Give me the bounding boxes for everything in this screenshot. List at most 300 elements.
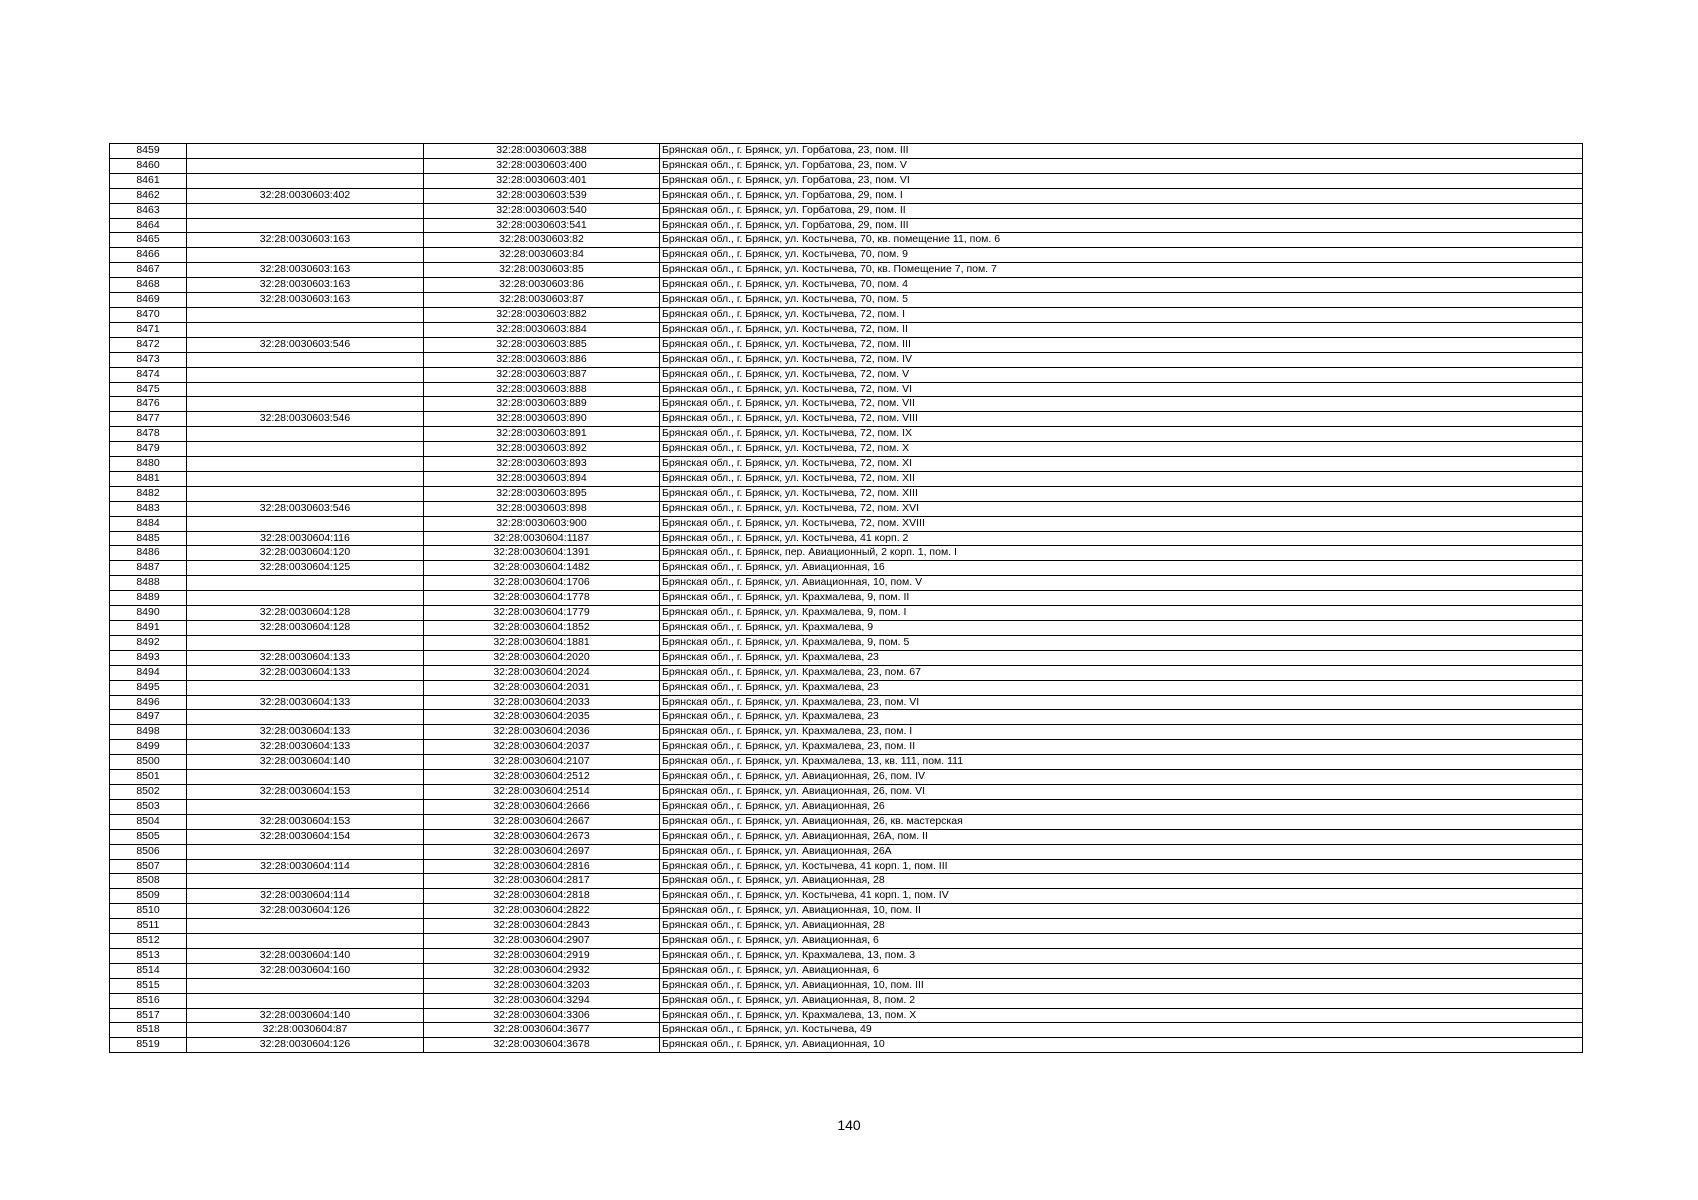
cadastral-number-cell: 32:28:0030604:1881 [424, 635, 660, 650]
cadastral-number-cell: 32:28:0030603:540 [424, 203, 660, 218]
parent-cadastral-number-cell: 32:28:0030603:163 [187, 233, 424, 248]
parent-cadastral-number-cell: 32:28:0030603:163 [187, 293, 424, 308]
table-row [110, 188, 1583, 203]
address-cell: Брянская обл., г. Брянск, ул. Авиационная, 28 [660, 919, 1583, 934]
parent-cadastral-number-cell: 32:28:0030604:160 [187, 963, 424, 978]
parent-cadastral-number-cell [187, 307, 424, 322]
address-cell: Брянская обл., г. Брянск, ул. Костычева, 41 корп. 1, пом. IV [660, 889, 1583, 904]
parent-cadastral-number-cell [187, 635, 424, 650]
address-cell: Брянская обл., г. Брянск, ул. Авиационная, 6 [660, 934, 1583, 949]
address-cell: Брянская обл., г. Брянск, ул. Крахмалева, 13, кв. 111, пом. 111 [660, 755, 1583, 770]
row-number-cell: 8492 [110, 635, 187, 650]
cadastral-number-cell: 32:28:0030604:2514 [424, 784, 660, 799]
table-row [110, 904, 1583, 919]
table-row [110, 397, 1583, 412]
row-number-cell: 8511 [110, 919, 187, 934]
row-number-cell: 8475 [110, 382, 187, 397]
table-row [110, 412, 1583, 427]
parent-cadastral-number-cell: 32:28:0030604:126 [187, 1038, 424, 1053]
table-row [110, 606, 1583, 621]
parent-cadastral-number-cell: 32:28:0030603:163 [187, 263, 424, 278]
address-cell: Брянская обл., г. Брянск, ул. Авиационная, 26, пом. VI [660, 784, 1583, 799]
parent-cadastral-number-cell: 32:28:0030604:125 [187, 561, 424, 576]
parent-cadastral-number-cell: 32:28:0030604:128 [187, 621, 424, 636]
table-row [110, 442, 1583, 457]
parent-cadastral-number-cell: 32:28:0030604:116 [187, 531, 424, 546]
cadastral-number-cell: 32:28:0030603:886 [424, 352, 660, 367]
row-number-cell: 8514 [110, 963, 187, 978]
parent-cadastral-number-cell [187, 516, 424, 531]
cadastral-number-cell: 32:28:0030604:1778 [424, 591, 660, 606]
address-cell: Брянская обл., г. Брянск, ул. Горбатова, 29, пом. III [660, 218, 1583, 233]
cadastral-number-cell: 32:28:0030603:87 [424, 293, 660, 308]
cadastral-number-cell: 32:28:0030604:2817 [424, 874, 660, 889]
row-number-cell: 8466 [110, 248, 187, 263]
table-row [110, 665, 1583, 680]
table-row [110, 382, 1583, 397]
table-row [110, 203, 1583, 218]
address-cell: Брянская обл., г. Брянск, ул. Костычева, 72, пом. V [660, 367, 1583, 382]
cadastral-number-cell: 32:28:0030603:85 [424, 263, 660, 278]
table-row [110, 725, 1583, 740]
cadastral-number-cell: 32:28:0030603:82 [424, 233, 660, 248]
row-number-cell: 8494 [110, 665, 187, 680]
table-row [110, 427, 1583, 442]
table-row [110, 621, 1583, 636]
address-cell: Брянская обл., г. Брянск, ул. Костычева, 72, пом. IX [660, 427, 1583, 442]
address-cell: Брянская обл., г. Брянск, ул. Крахмалева, 9, пом. II [660, 591, 1583, 606]
row-number-cell: 8464 [110, 218, 187, 233]
row-number-cell: 8502 [110, 784, 187, 799]
address-cell: Брянская обл., г. Брянск, ул. Костычева, 70, пом. 4 [660, 278, 1583, 293]
cadastral-number-cell: 32:28:0030603:885 [424, 337, 660, 352]
parent-cadastral-number-cell [187, 158, 424, 173]
address-cell: Брянская обл., г. Брянск, ул. Крахмалева, 23, пом. I [660, 725, 1583, 740]
row-number-cell: 8467 [110, 263, 187, 278]
table-row [110, 173, 1583, 188]
table-row [110, 695, 1583, 710]
cadastral-number-cell: 32:28:0030604:1187 [424, 531, 660, 546]
cadastral-number-cell: 32:28:0030604:1391 [424, 546, 660, 561]
cadastral-number-cell: 32:28:0030604:2822 [424, 904, 660, 919]
table-row [110, 158, 1583, 173]
parent-cadastral-number-cell: 32:28:0030604:128 [187, 606, 424, 621]
row-number-cell: 8470 [110, 307, 187, 322]
table-row [110, 844, 1583, 859]
address-cell: Брянская обл., г. Брянск, ул. Крахмалева, 13, пом. X [660, 1008, 1583, 1023]
address-cell: Брянская обл., г. Брянск, ул. Костычева, 72, пом. VI [660, 382, 1583, 397]
row-number-cell: 8498 [110, 725, 187, 740]
table-row [110, 457, 1583, 472]
parent-cadastral-number-cell [187, 591, 424, 606]
cadastral-number-cell: 32:28:0030604:1852 [424, 621, 660, 636]
row-number-cell: 8491 [110, 621, 187, 636]
address-cell: Брянская обл., г. Брянск, ул. Костычева, 72, пом. VII [660, 397, 1583, 412]
address-cell: Брянская обл., г. Брянск, ул. Костычева, 72, пом. VIII [660, 412, 1583, 427]
address-cell: Брянская обл., г. Брянск, ул. Горбатова, 29, пом. I [660, 188, 1583, 203]
table-row [110, 546, 1583, 561]
row-number-cell: 8474 [110, 367, 187, 382]
parent-cadastral-number-cell: 32:28:0030604:87 [187, 1023, 424, 1038]
row-number-cell: 8484 [110, 516, 187, 531]
parent-cadastral-number-cell [187, 397, 424, 412]
table-row [110, 337, 1583, 352]
row-number-cell: 8478 [110, 427, 187, 442]
table-row [110, 814, 1583, 829]
parent-cadastral-number-cell [187, 576, 424, 591]
cadastral-number-cell: 32:28:0030604:2666 [424, 799, 660, 814]
table-row [110, 934, 1583, 949]
address-cell: Брянская обл., г. Брянск, ул. Крахмалева, 9, пом. I [660, 606, 1583, 621]
address-cell: Брянская обл., г. Брянск, ул. Костычева, 72, пом. III [660, 337, 1583, 352]
row-number-cell: 8471 [110, 322, 187, 337]
address-cell: Брянская обл., г. Брянск, ул. Костычева, 70, пом. 5 [660, 293, 1583, 308]
row-number-cell: 8518 [110, 1023, 187, 1038]
cadastral-number-cell: 32:28:0030604:2020 [424, 650, 660, 665]
row-number-cell: 8461 [110, 173, 187, 188]
table-row [110, 501, 1583, 516]
cadastral-number-cell: 32:28:0030604:2033 [424, 695, 660, 710]
cadastral-number-cell: 32:28:0030603:888 [424, 382, 660, 397]
row-number-cell: 8476 [110, 397, 187, 412]
row-number-cell: 8496 [110, 695, 187, 710]
page-number: 140 [837, 1117, 861, 1133]
cadastral-number-cell: 32:28:0030604:2919 [424, 948, 660, 963]
parent-cadastral-number-cell [187, 352, 424, 367]
table-row [110, 859, 1583, 874]
address-cell: Брянская обл., г. Брянск, ул. Авиационная, 26А [660, 844, 1583, 859]
parent-cadastral-number-cell [187, 218, 424, 233]
cadastral-number-cell: 32:28:0030604:2035 [424, 710, 660, 725]
row-number-cell: 8500 [110, 755, 187, 770]
row-number-cell: 8463 [110, 203, 187, 218]
registry-table-body [110, 144, 1583, 1053]
address-cell: Брянская обл., г. Брянск, ул. Крахмалева, 23 [660, 650, 1583, 665]
address-cell: Брянская обл., г. Брянск, ул. Крахмалева, 23 [660, 680, 1583, 695]
row-number-cell: 8489 [110, 591, 187, 606]
address-cell: Брянская обл., г. Брянск, ул. Авиационная, 16 [660, 561, 1583, 576]
parent-cadastral-number-cell: 32:28:0030603:546 [187, 501, 424, 516]
address-cell: Брянская обл., г. Брянск, ул. Крахмалева, 23, пом. VI [660, 695, 1583, 710]
parent-cadastral-number-cell [187, 173, 424, 188]
cadastral-number-cell: 32:28:0030604:1706 [424, 576, 660, 591]
parent-cadastral-number-cell [187, 993, 424, 1008]
table-row [110, 471, 1583, 486]
cadastral-number-cell: 32:28:0030604:2907 [424, 934, 660, 949]
table-row [110, 1038, 1583, 1053]
address-cell: Брянская обл., г. Брянск, ул. Костычева, 72, пом. XIII [660, 486, 1583, 501]
parent-cadastral-number-cell [187, 427, 424, 442]
parent-cadastral-number-cell [187, 710, 424, 725]
table-row [110, 799, 1583, 814]
row-number-cell: 8487 [110, 561, 187, 576]
row-number-cell: 8506 [110, 844, 187, 859]
row-number-cell: 8512 [110, 934, 187, 949]
cadastral-number-cell: 32:28:0030604:3294 [424, 993, 660, 1008]
row-number-cell: 8486 [110, 546, 187, 561]
row-number-cell: 8497 [110, 710, 187, 725]
table-row [110, 948, 1583, 963]
table-row [110, 367, 1583, 382]
table-row [110, 740, 1583, 755]
cadastral-number-cell: 32:28:0030603:894 [424, 471, 660, 486]
table-row [110, 919, 1583, 934]
cadastral-number-cell: 32:28:0030604:2697 [424, 844, 660, 859]
row-number-cell: 8499 [110, 740, 187, 755]
row-number-cell: 8519 [110, 1038, 187, 1053]
address-cell: Брянская обл., г. Брянск, ул. Костычева, 72, пом. XI [660, 457, 1583, 472]
parent-cadastral-number-cell: 32:28:0030604:140 [187, 755, 424, 770]
parent-cadastral-number-cell: 32:28:0030604:114 [187, 859, 424, 874]
address-cell: Брянская обл., г. Брянск, ул. Авиационная, 26, кв. мастерская [660, 814, 1583, 829]
table-row [110, 635, 1583, 650]
address-cell: Брянская обл., г. Брянск, ул. Костычева, 70, пом. 9 [660, 248, 1583, 263]
cadastral-number-cell: 32:28:0030603:400 [424, 158, 660, 173]
table-row [110, 263, 1583, 278]
row-number-cell: 8482 [110, 486, 187, 501]
cadastral-number-cell: 32:28:0030604:2037 [424, 740, 660, 755]
table-row [110, 993, 1583, 1008]
table-row [110, 307, 1583, 322]
address-cell: Брянская обл., г. Брянск, ул. Авиационная, 26А, пом. II [660, 829, 1583, 844]
cadastral-number-cell: 32:28:0030603:388 [424, 144, 660, 159]
row-number-cell: 8495 [110, 680, 187, 695]
row-number-cell: 8477 [110, 412, 187, 427]
address-cell: Брянская обл., г. Брянск, ул. Костычева, 72, пом. XII [660, 471, 1583, 486]
table-row [110, 322, 1583, 337]
parent-cadastral-number-cell [187, 934, 424, 949]
address-cell: Брянская обл., г. Брянск, ул. Авиационная, 6 [660, 963, 1583, 978]
cadastral-number-cell: 32:28:0030604:1482 [424, 561, 660, 576]
table-row [110, 829, 1583, 844]
parent-cadastral-number-cell: 32:28:0030603:163 [187, 278, 424, 293]
table-row [110, 293, 1583, 308]
parent-cadastral-number-cell [187, 471, 424, 486]
cadastral-number-cell: 32:28:0030603:891 [424, 427, 660, 442]
parent-cadastral-number-cell: 32:28:0030604:153 [187, 814, 424, 829]
table-row [110, 352, 1583, 367]
parent-cadastral-number-cell: 32:28:0030604:133 [187, 665, 424, 680]
parent-cadastral-number-cell: 32:28:0030604:153 [187, 784, 424, 799]
table-row [110, 486, 1583, 501]
address-cell: Брянская обл., г. Брянск, ул. Костычева, 72, пом. IV [660, 352, 1583, 367]
row-number-cell: 8517 [110, 1008, 187, 1023]
address-cell: Брянская обл., г. Брянск, ул. Авиационная, 10 [660, 1038, 1583, 1053]
row-number-cell: 8462 [110, 188, 187, 203]
address-cell: Брянская обл., г. Брянск, ул. Костычева, 72, пом. XVI [660, 501, 1583, 516]
cadastral-number-cell: 32:28:0030603:889 [424, 397, 660, 412]
table-row [110, 248, 1583, 263]
cadastral-number-cell: 32:28:0030603:887 [424, 367, 660, 382]
parent-cadastral-number-cell [187, 799, 424, 814]
table-row [110, 978, 1583, 993]
address-cell: Брянская обл., г. Брянск, ул. Горбатова, 29, пом. II [660, 203, 1583, 218]
parent-cadastral-number-cell: 32:28:0030603:546 [187, 337, 424, 352]
cadastral-number-cell: 32:28:0030603:892 [424, 442, 660, 457]
address-cell: Брянская обл., г. Брянск, ул. Костычева, 72, пом. XVIII [660, 516, 1583, 531]
table-row [110, 591, 1583, 606]
parent-cadastral-number-cell: 32:28:0030604:126 [187, 904, 424, 919]
cadastral-number-cell: 32:28:0030604:2816 [424, 859, 660, 874]
parent-cadastral-number-cell [187, 457, 424, 472]
address-cell: Брянская обл., г. Брянск, ул. Авиационная, 10, пом. II [660, 904, 1583, 919]
cadastral-number-cell: 32:28:0030604:3306 [424, 1008, 660, 1023]
address-cell: Брянская обл., г. Брянск, ул. Авиационная, 10, пом. V [660, 576, 1583, 591]
row-number-cell: 8472 [110, 337, 187, 352]
cadastral-number-cell: 32:28:0030603:898 [424, 501, 660, 516]
row-number-cell: 8515 [110, 978, 187, 993]
row-number-cell: 8485 [110, 531, 187, 546]
cadastral-number-cell: 32:28:0030604:2818 [424, 889, 660, 904]
cadastral-number-cell: 32:28:0030603:539 [424, 188, 660, 203]
row-number-cell: 8479 [110, 442, 187, 457]
parent-cadastral-number-cell [187, 367, 424, 382]
cadastral-number-cell: 32:28:0030603:84 [424, 248, 660, 263]
address-cell: Брянская обл., г. Брянск, ул. Авиационная, 26, пом. IV [660, 770, 1583, 785]
parent-cadastral-number-cell: 32:28:0030604:140 [187, 948, 424, 963]
row-number-cell: 8483 [110, 501, 187, 516]
parent-cadastral-number-cell: 32:28:0030603:402 [187, 188, 424, 203]
table-row [110, 770, 1583, 785]
row-number-cell: 8473 [110, 352, 187, 367]
parent-cadastral-number-cell: 32:28:0030604:133 [187, 725, 424, 740]
address-cell: Брянская обл., г. Брянск, ул. Костычева, 49 [660, 1023, 1583, 1038]
table-row [110, 531, 1583, 546]
table-row [110, 680, 1583, 695]
parent-cadastral-number-cell [187, 978, 424, 993]
parent-cadastral-number-cell [187, 919, 424, 934]
row-number-cell: 8459 [110, 144, 187, 159]
table-row [110, 874, 1583, 889]
address-cell: Брянская обл., г. Брянск, ул. Горбатова, 23, пом. V [660, 158, 1583, 173]
table-row [110, 233, 1583, 248]
parent-cadastral-number-cell [187, 844, 424, 859]
cadastral-number-cell: 32:28:0030604:2932 [424, 963, 660, 978]
table-row [110, 144, 1583, 159]
address-cell: Брянская обл., г. Брянск, ул. Авиационная, 10, пом. III [660, 978, 1583, 993]
cadastral-number-cell: 32:28:0030604:2667 [424, 814, 660, 829]
parent-cadastral-number-cell: 32:28:0030604:140 [187, 1008, 424, 1023]
address-cell: Брянская обл., г. Брянск, ул. Костычева, 72, пом. II [660, 322, 1583, 337]
parent-cadastral-number-cell [187, 203, 424, 218]
row-number-cell: 8465 [110, 233, 187, 248]
table-row [110, 710, 1583, 725]
row-number-cell: 8493 [110, 650, 187, 665]
address-cell: Брянская обл., г. Брянск, ул. Костычева, 41 корп. 2 [660, 531, 1583, 546]
table-row [110, 755, 1583, 770]
row-number-cell: 8503 [110, 799, 187, 814]
cadastral-number-cell: 32:28:0030603:893 [424, 457, 660, 472]
parent-cadastral-number-cell [187, 680, 424, 695]
address-cell: Брянская обл., г. Брянск, ул. Крахмалева, 9 [660, 621, 1583, 636]
cadastral-number-cell: 32:28:0030603:86 [424, 278, 660, 293]
table-row [110, 576, 1583, 591]
address-cell: Брянская обл., г. Брянск, ул. Крахмалева, 9, пом. 5 [660, 635, 1583, 650]
cadastral-number-cell: 32:28:0030604:1779 [424, 606, 660, 621]
parent-cadastral-number-cell: 32:28:0030604:114 [187, 889, 424, 904]
cadastral-number-cell: 32:28:0030603:895 [424, 486, 660, 501]
address-cell: Брянская обл., г. Брянск, пер. Авиационный, 2 корп. 1, пом. I [660, 546, 1583, 561]
address-cell: Брянская обл., г. Брянск, ул. Горбатова, 23, пом. VI [660, 173, 1583, 188]
address-cell: Брянская обл., г. Брянск, ул. Авиационная, 8, пом. 2 [660, 993, 1583, 1008]
cadastral-number-cell: 32:28:0030604:2024 [424, 665, 660, 680]
row-number-cell: 8510 [110, 904, 187, 919]
cadastral-number-cell: 32:28:0030603:401 [424, 173, 660, 188]
cadastral-number-cell: 32:28:0030603:890 [424, 412, 660, 427]
table-row [110, 1008, 1583, 1023]
cadastral-number-cell: 32:28:0030604:3677 [424, 1023, 660, 1038]
table-row [110, 963, 1583, 978]
parent-cadastral-number-cell: 32:28:0030604:133 [187, 740, 424, 755]
cadastral-number-cell: 32:28:0030604:2031 [424, 680, 660, 695]
cadastral-number-cell: 32:28:0030604:2036 [424, 725, 660, 740]
row-number-cell: 8508 [110, 874, 187, 889]
property-registry-table [109, 143, 1583, 1053]
parent-cadastral-number-cell [187, 874, 424, 889]
table-row [110, 516, 1583, 531]
row-number-cell: 8468 [110, 278, 187, 293]
cadastral-number-cell: 32:28:0030604:2843 [424, 919, 660, 934]
row-number-cell: 8481 [110, 471, 187, 486]
address-cell: Брянская обл., г. Брянск, ул. Костычева, 72, пом. X [660, 442, 1583, 457]
table-row [110, 561, 1583, 576]
address-cell: Брянская обл., г. Брянск, ул. Крахмалева, 23 [660, 710, 1583, 725]
cadastral-number-cell: 32:28:0030604:2512 [424, 770, 660, 785]
parent-cadastral-number-cell [187, 442, 424, 457]
address-cell: Брянская обл., г. Брянск, ул. Горбатова, 23, пом. III [660, 144, 1583, 159]
address-cell: Брянская обл., г. Брянск, ул. Костычева, 70, кв. помещение 11, пом. 6 [660, 233, 1583, 248]
parent-cadastral-number-cell: 32:28:0030604:120 [187, 546, 424, 561]
cadastral-number-cell: 32:28:0030603:541 [424, 218, 660, 233]
parent-cadastral-number-cell [187, 486, 424, 501]
address-cell: Брянская обл., г. Брянск, ул. Крахмалева, 23, пом. II [660, 740, 1583, 755]
parent-cadastral-number-cell [187, 382, 424, 397]
parent-cadastral-number-cell: 32:28:0030604:133 [187, 650, 424, 665]
row-number-cell: 8509 [110, 889, 187, 904]
address-cell: Брянская обл., г. Брянск, ул. Крахмалева, 13, пом. 3 [660, 948, 1583, 963]
row-number-cell: 8460 [110, 158, 187, 173]
address-cell: Брянская обл., г. Брянск, ул. Костычева, 41 корп. 1, пом. III [660, 859, 1583, 874]
row-number-cell: 8505 [110, 829, 187, 844]
row-number-cell: 8516 [110, 993, 187, 1008]
address-cell: Брянская обл., г. Брянск, ул. Костычева, 72, пом. I [660, 307, 1583, 322]
address-cell: Брянская обл., г. Брянск, ул. Авиационная, 26 [660, 799, 1583, 814]
address-cell: Брянская обл., г. Брянск, ул. Крахмалева, 23, пом. 67 [660, 665, 1583, 680]
parent-cadastral-number-cell [187, 144, 424, 159]
parent-cadastral-number-cell [187, 248, 424, 263]
table-row [110, 650, 1583, 665]
row-number-cell: 8480 [110, 457, 187, 472]
row-number-cell: 8488 [110, 576, 187, 591]
cadastral-number-cell: 32:28:0030604:2673 [424, 829, 660, 844]
row-number-cell: 8469 [110, 293, 187, 308]
cadastral-number-cell: 32:28:0030604:3203 [424, 978, 660, 993]
address-cell: Брянская обл., г. Брянск, ул. Костычева, 70, кв. Помещение 7, пом. 7 [660, 263, 1583, 278]
row-number-cell: 8513 [110, 948, 187, 963]
table-row [110, 784, 1583, 799]
table-row [110, 1023, 1583, 1038]
table-row [110, 889, 1583, 904]
row-number-cell: 8504 [110, 814, 187, 829]
parent-cadastral-number-cell: 32:28:0030603:546 [187, 412, 424, 427]
table-row [110, 218, 1583, 233]
table-row [110, 278, 1583, 293]
parent-cadastral-number-cell [187, 322, 424, 337]
row-number-cell: 8507 [110, 859, 187, 874]
row-number-cell: 8490 [110, 606, 187, 621]
cadastral-number-cell: 32:28:0030603:884 [424, 322, 660, 337]
cadastral-number-cell: 32:28:0030604:3678 [424, 1038, 660, 1053]
